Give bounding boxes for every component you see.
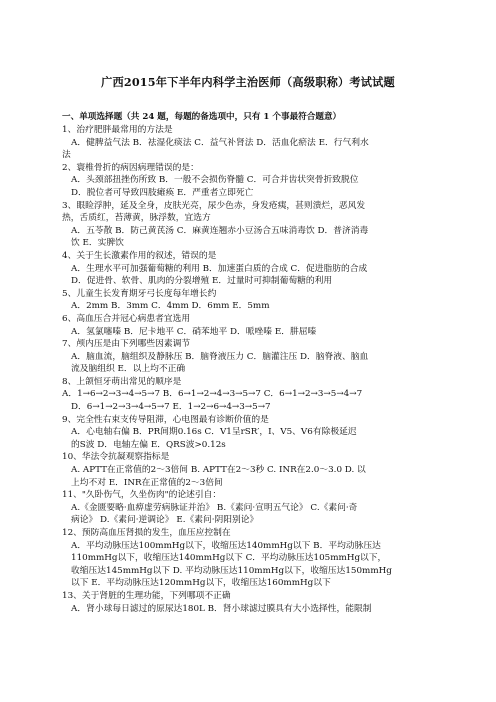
text-line: 7、颅内压是由下列哪些因素调节 (62, 339, 191, 350)
text-line: 11、"久卧伤气，久坐伤肉"的论述引自： (62, 490, 222, 501)
text-line: 2、寰椎骨折的病因病理错误的是： (62, 162, 199, 173)
text-line: 12、预防高血压肾损的发生，血压应控制在 (62, 528, 231, 538)
text-line: A．1→6→2→3→4→5→7 B．6→1→2→4→3→5→7 C．6→1→2→3→5→4→7 (62, 389, 363, 400)
text-line: A．生理水平可加强葡萄糖的利用 B．加速蛋白质的合成 C．促进脂肪的合成 (71, 263, 368, 274)
text-line: 9、完全性右束支传导阻滞，心电图最有诊断价值的是 (62, 414, 269, 425)
text-line: 收缩压达145mmHg以下 D. 平均动脉压达110mmHg以下，收缩压达150mmHg (71, 565, 392, 576)
text-line: 热，舌质红，苔薄黄，脉浮数，宜选方 (62, 213, 211, 224)
text-line: A．2mm B．3mm C．4mm D．6mm E．5mm (71, 301, 270, 312)
text-line: A. APTT在正常值的2～3倍间 B. APTT在2～3秒 C. INR在2.0～3.0 D. 以 (71, 465, 366, 476)
text-line: A．健脾益气法 B．祛湿化痰法 C．益气补肾法 D．活血化瘀法 E．行气利水 (71, 137, 369, 148)
text-line: 4、关于生长激素作用的叙述，错误的是 (62, 250, 217, 261)
text-line: 的S波 D．电轴左偏 E．QRS波>0.12s (71, 439, 226, 450)
text-line: 13、关于肾脏的生理功能，下列哪项不正确 (62, 590, 231, 601)
text-line: A．肾小球每日滤过的原尿达180L B．肾小球滤过膜具有大小选择性，能限制 (71, 603, 372, 614)
text-line: 3、眼睑浮肿，延及全身，皮肤光亮，尿少色赤，身发疮痍，甚则溃烂，恶风发 (62, 200, 366, 211)
text-line: 以下 E．平均动脉压达120mmHg以下，收缩压达160mmHg以下 (71, 578, 331, 589)
text-line: 饮 E．实脾饮 (71, 238, 124, 249)
text-line: 病论》 D.《素问·逆调论》 E.《素问·阴阳别论》 (71, 515, 259, 526)
text-line: 8、上颌恒牙萌出常见的顺序是 (62, 376, 182, 387)
text-line: 6、高血压合并冠心病患者宜选用 (62, 313, 191, 324)
text-line: 法 (62, 150, 71, 161)
page-title: 广西2015年下半年内科学主治医师（高级职称）考试试题 (101, 75, 395, 89)
text-line: A．头颈部扭挫伤所致 B．一般不会损伤脊髓 C．可合并齿状突骨折致脱位 (71, 175, 359, 186)
text-line: A.《金匮要略·血痹虚劳病脉证并治》 B.《素问·宣明五气论》 C.《素问·奇 (71, 502, 358, 513)
question-list (62, 124, 440, 615)
text-line: A．氢氯噻嗪 B．尼卡地平 C．硝苯地平 D．哌唑嗪 E．肼屈嗪 (71, 326, 317, 337)
section-heading: 一、单项选择题（共 24 题，每题的备选项中，只有 1 个事最符合题意） (62, 112, 342, 122)
text-line: A．心电轴右偏 B．PR间期0.16s C．Ⅴ1呈rSR′，Ⅰ、Ⅴ5、Ⅴ6有除极延迟 (71, 427, 357, 438)
text-line: A．五苓散 B．防己黄芪汤 C．麻黄连翘赤小豆汤合五味消毒饮 D．普济消毒 (71, 225, 369, 236)
text-line: 110mmHg以下，收缩压达140mmHg以下 C．平均动脉压达105mmHg以下， (71, 553, 387, 564)
text-line: 5、儿童生长发育期牙弓长度每年增长约 (62, 288, 217, 299)
text-line: A．平均动脉压达100mmHg以下，收缩压达140mmHg以下 B．平均动脉压达 (71, 540, 381, 551)
text-line: 1、治疗肥胖最常用的方法是 (62, 125, 173, 135)
text-line: D．6→1→2→3→4→5→7 E．1→2→6→4→3→5→7 (71, 402, 271, 413)
text-line: 流及脑组织 E．以上均不正确 (71, 364, 186, 375)
text-line: 10、华法令抗凝观察指标是 (62, 452, 170, 463)
text-line: A．脑血流，脑组织及静脉压 B．脑脊液压力 C．脑灌注压 D．脑脊液、脑血 (71, 351, 369, 362)
text-line: 上均不对 E．INR在正常值的2～3倍间 (71, 477, 223, 488)
text-line: D．促进骨、软骨、肌肉的分裂增殖 E．过量时可抑制葡萄糖的利用 (71, 276, 333, 287)
text-line: D．脱位者可导致四肢瘫痪 E．严重者立即死亡 (71, 187, 254, 198)
